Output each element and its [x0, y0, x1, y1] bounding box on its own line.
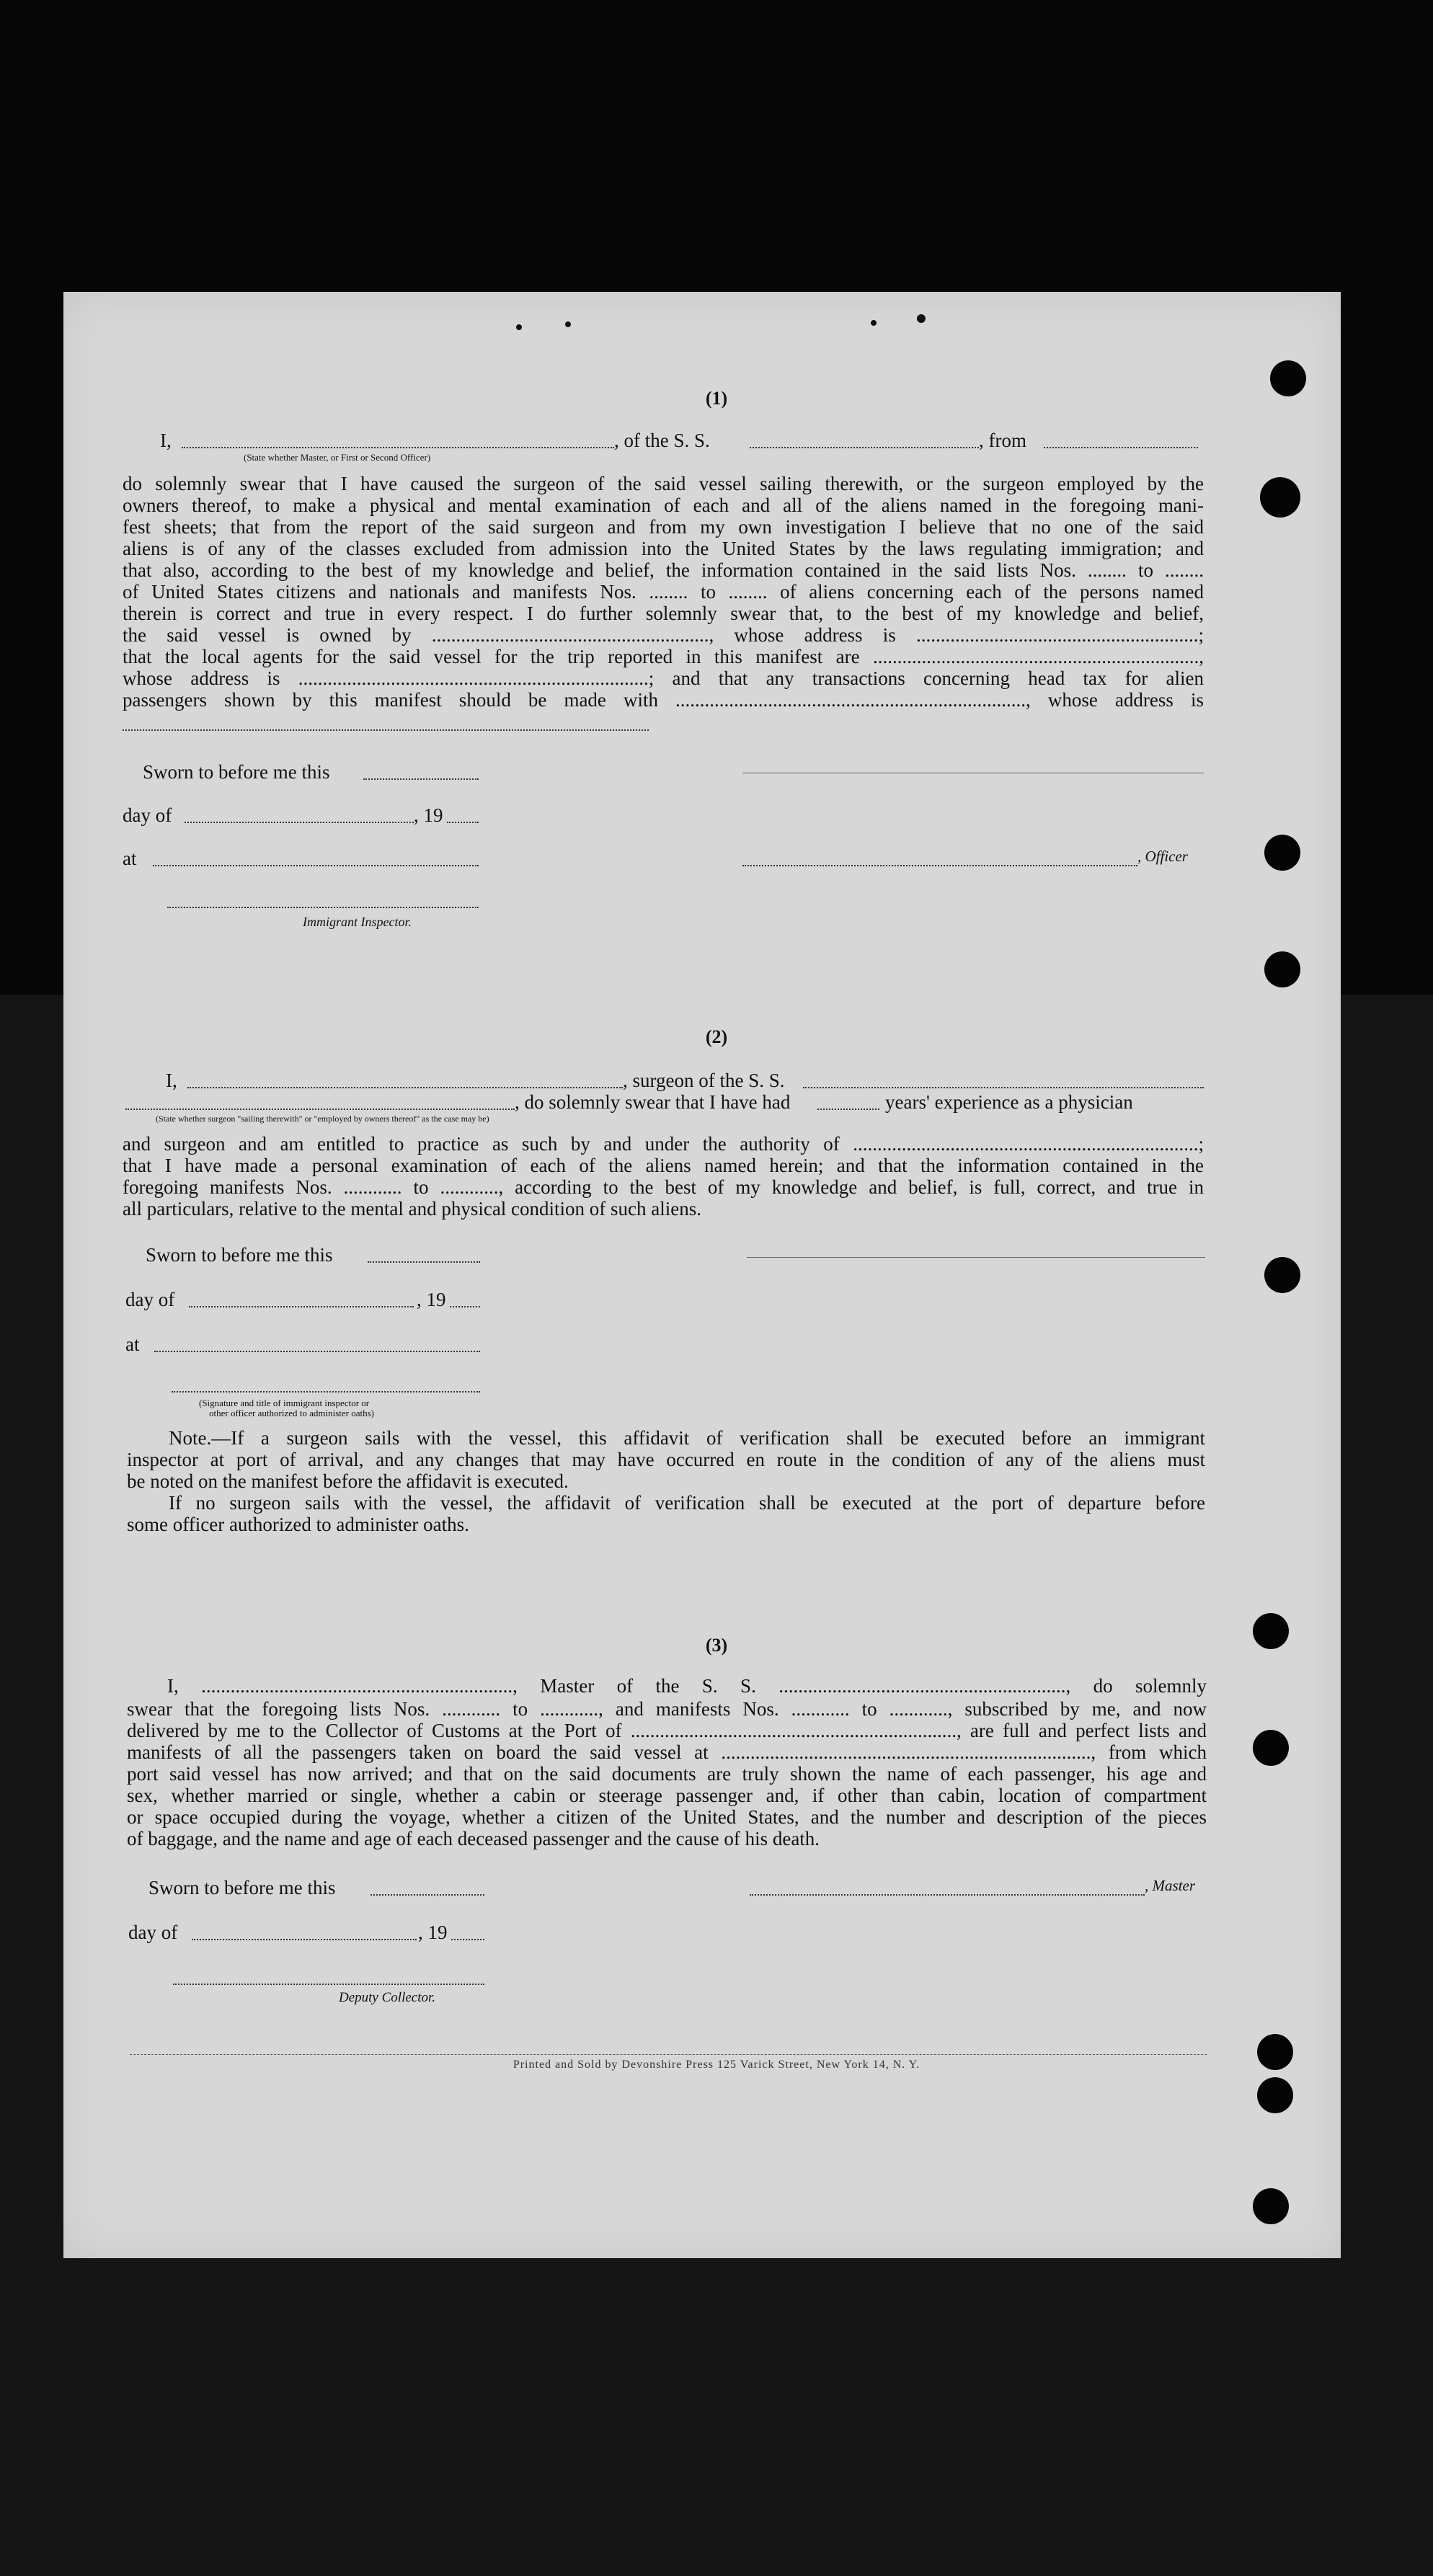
s1-oath-line: aliens is of any of the classes excluded from admission into the United States by the laws regulating immigration; and: [123, 538, 1204, 559]
s3-master-blank: [750, 1894, 1145, 1896]
s3-oath-line: delivered by me to the Collector of Customs at the Port of ..................................................................., are full and perfect lists and: [127, 1720, 1207, 1741]
s1-oath-line: the said vessel is owned by ........................................................., whose address is ..........................................................;: [123, 624, 1204, 646]
s2-year: , 19: [417, 1289, 446, 1310]
s3-year-blank: [451, 1939, 484, 1940]
s2-at-blank: [154, 1351, 480, 1352]
s1-name-blank: [182, 447, 614, 448]
s3-sworn: Sworn to before me this: [148, 1877, 336, 1898]
section-2-heading: (2): [705, 1026, 728, 1047]
s2-note2-line: If no surgeon sails with the vessel, the affidavit of verification shall be executed at the port of departure before: [169, 1492, 1205, 1514]
s2-swear: , do solemnly swear that I have had: [515, 1091, 791, 1113]
s1-from-blank: [1044, 447, 1198, 448]
s2-signature-line: [747, 1257, 1205, 1258]
punch-hole: [1264, 951, 1300, 987]
s2-note2-last: some officer authorized to administer oaths.: [127, 1514, 469, 1535]
s2-oath-line: foregoing manifests Nos. ............ to ............, according to the best of my knowledge and belief, is full, correct, and true in: [123, 1176, 1204, 1198]
s2-sworn: Sworn to before me this: [146, 1244, 333, 1266]
s1-day-of: day of: [123, 804, 172, 826]
s1-oath-line: therein is correct and true in every respect. I do further solemnly swear that, to the best of my knowledge and belief,: [123, 603, 1204, 624]
s1-from: , from: [979, 430, 1026, 451]
s3-master: , Master: [1145, 1877, 1195, 1894]
s1-oath-line: whose address is ........................................................................; and that any transactions concerning head tax for alien: [123, 667, 1204, 689]
punch-hole: [1253, 1730, 1289, 1766]
s1-year: , 19: [414, 804, 443, 826]
punch-hole: [1260, 477, 1300, 518]
s1-oath-line: that also, according to the best of my knowledge and belief, the information contained in the said lists Nos. ........ to ........: [123, 559, 1204, 581]
s1-ship-blank: [750, 447, 979, 448]
s1-of-ship: , of the S. S.: [614, 430, 710, 451]
s1-oath-line: do solemnly swear that I have caused the surgeon of the said vessel sailing therewith, or the surgeon employed by the: [123, 473, 1204, 494]
s2-ship-blank: [803, 1087, 1204, 1088]
s2-caption: (State whether surgeon "sailing therewith" or "employed by owners thereof" as the case may be): [156, 1114, 489, 1124]
s1-oath-line: that the local agents for the said vessel for the trip reported in this manifest are ...................................................................,: [123, 646, 1204, 667]
s2-name-blank: [187, 1087, 623, 1088]
s2-i: I,: [166, 1070, 177, 1091]
speck: [871, 320, 877, 326]
punch-hole: [1257, 2077, 1293, 2113]
punch-hole: [1264, 1257, 1300, 1293]
s1-sworn: Sworn to before me this: [143, 761, 330, 783]
s3-oath-line: manifests of all the passengers taken on board the said vessel at ............................................................................, from which: [127, 1741, 1207, 1763]
s3-oath-line: port said vessel has now arrived; and that on the said documents are truly shown the name of each passenger, his age and: [127, 1763, 1207, 1785]
s1-caption: (State whether Master, or First or Second Officer): [244, 452, 431, 463]
s2-day-blank: [189, 1306, 414, 1307]
s2-day-of: day of: [125, 1289, 175, 1310]
s1-officer: , Officer: [1137, 848, 1188, 865]
s2-note-line: inspector at port of arrival, and any changes that may have occurred en route in the condition of any of the aliens must: [127, 1449, 1205, 1470]
s1-at-blank: [153, 865, 479, 866]
speck: [516, 324, 522, 330]
s2-note-last: be noted on the manifest before the affidavit is executed.: [127, 1470, 569, 1492]
s2-year-blank: [450, 1306, 480, 1307]
s3-collector: Deputy Collector.: [339, 1990, 436, 2005]
s2-type-blank: [125, 1109, 515, 1110]
speck: [917, 314, 926, 323]
s3-oath-line: I, ................................................................, Master of the S. S. ..........................................................., do solemnly: [167, 1675, 1207, 1697]
printer-imprint: Printed and Sold by Devonshire Press 125 Varick Street, New York 14, N. Y.: [513, 2058, 920, 2071]
s2-at: at: [125, 1333, 140, 1355]
s1-oath-line: passengers shown by this manifest should be made with ........................................................................, whose address is: [123, 689, 1204, 711]
s1-i: I,: [160, 430, 172, 451]
speck: [565, 321, 571, 327]
s3-oath-line: or space occupied during the voyage, whether a citizen of the United States, and the number and description of the pieces: [127, 1806, 1207, 1828]
s2-sig-blank: [172, 1391, 480, 1393]
s3-sworn-blank: [371, 1894, 484, 1896]
s1-day-blank: [185, 822, 414, 823]
s2-oath-line: and surgeon and am entitled to practice as such by and under the authority of .......................................................................;: [123, 1133, 1204, 1155]
s1-inspector-blank: [167, 907, 479, 908]
s3-oath-line: swear that the foregoing lists Nos. ............ to ............, and manifests Nos. ............ to ............, subscribed by me, and now: [127, 1698, 1207, 1720]
s1-at: at: [123, 848, 137, 869]
s2-sig-caption: (Signature and title of immigrant inspector or: [199, 1398, 370, 1408]
s1-year-blank: [447, 822, 479, 823]
s2-years-blank: [817, 1109, 879, 1110]
section-3-heading: (3): [705, 1635, 728, 1656]
s2-sig-caption: other officer authorized to administer oaths): [209, 1408, 374, 1418]
punch-hole: [1264, 835, 1300, 871]
s3-oath-last: of baggage, and the name and age of each deceased passenger and the cause of his death.: [127, 1828, 820, 1849]
s2-oath-line: that I have made a personal examination of each of the aliens named herein; and that the information contained in the: [123, 1155, 1204, 1176]
s2-years: years' experience as a physician: [885, 1091, 1133, 1113]
s2-oath-last: all particulars, relative to the mental and physical condition of such aliens.: [123, 1198, 701, 1220]
s3-year: , 19: [418, 1922, 448, 1943]
s1-address-blank: [123, 729, 649, 731]
s3-day-blank: [192, 1939, 417, 1940]
s2-note-line: Note.—If a surgeon sails with the vessel, this affidavit of verification shall be executed before an immigrant: [169, 1427, 1205, 1449]
s3-collector-blank: [173, 1984, 484, 1985]
s3-day-of: day of: [128, 1922, 178, 1943]
s2-sworn-blank: [368, 1261, 480, 1263]
s1-officer-blank: [742, 865, 1137, 866]
s1-oath-line: fest sheets; that from the report of the said surgeon and from my own investigation I believe that no one of the said: [123, 516, 1204, 538]
s3-oath-line: sex, whether married or single, whether a cabin or steerage passenger and, if other than cabin, location of compartment: [127, 1785, 1207, 1806]
s2-surgeon: , surgeon of the S. S.: [623, 1070, 785, 1091]
punch-hole: [1253, 2188, 1289, 2224]
s1-oath-line: owners thereof, to make a physical and mental examination of each and all of the aliens named in the foregoing mani-: [123, 494, 1204, 516]
s1-inspector: Immigrant Inspector.: [303, 915, 412, 929]
s1-oath-line: of United States citizens and nationals and manifests Nos. ........ to ........ of aliens concerning each of the persons named: [123, 581, 1204, 603]
footer-rule: [130, 2054, 1207, 2055]
s1-sworn-blank: [363, 778, 479, 780]
section-1-heading: (1): [705, 388, 728, 409]
